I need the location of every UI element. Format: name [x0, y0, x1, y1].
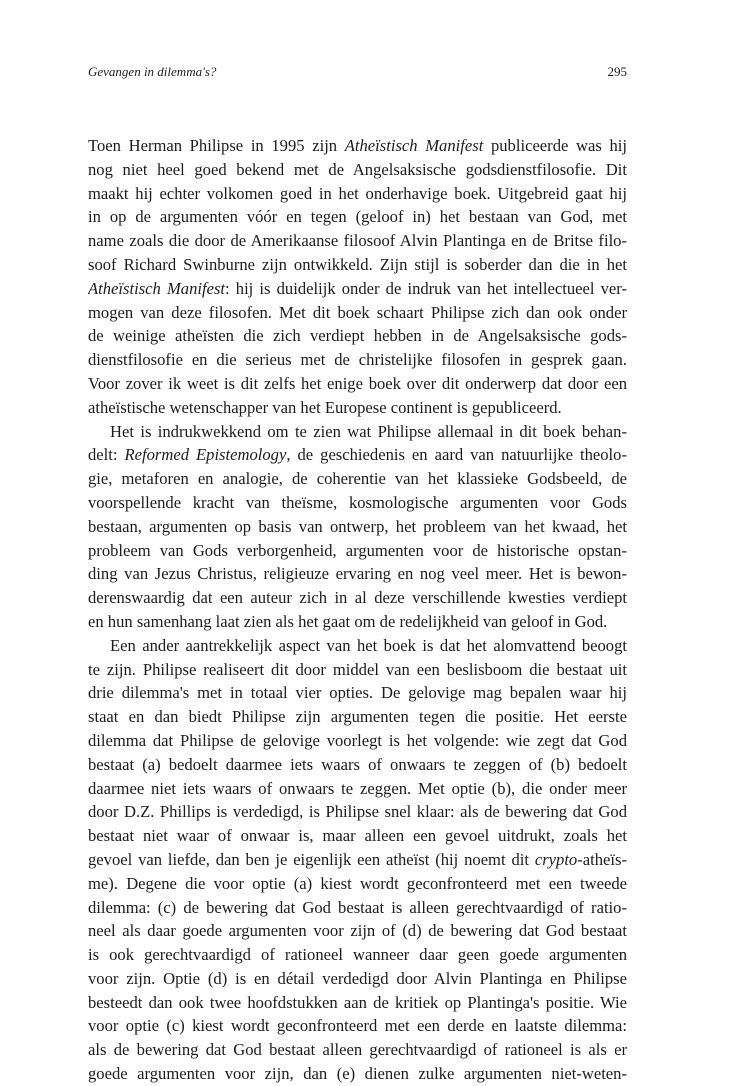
text-line — [88, 705, 627, 729]
text-segment: derenswaardig dat een auteur zich in al deze verschillende kwesties verdiept — [88, 588, 627, 608]
text-segment: Het is indrukwekkend om te zien wat Philipse allemaal in dit boek behan- — [110, 421, 627, 441]
text-line — [88, 586, 627, 610]
text-segment: gevoel van liefde, dan ben je eigenlijk een atheïst (hij noemt dit — [88, 849, 535, 869]
text-line — [88, 420, 627, 444]
text-line — [88, 491, 627, 515]
text-line — [88, 872, 627, 896]
text-segment: voorspellende kracht van theïsme, kosmologische argumenten voor Gods — [88, 492, 627, 512]
text-line — [88, 753, 627, 777]
text-line — [88, 800, 627, 824]
text-segment: voor zijn. Optie (d) is en détail verdedigd door Alvin Plantinga en Philipse — [88, 968, 627, 988]
text-line — [88, 396, 627, 420]
text-line — [88, 610, 627, 634]
text-segment: -atheïs- — [577, 849, 627, 869]
text-line — [88, 134, 627, 158]
text-line — [88, 777, 627, 801]
text-segment: delt: — [88, 445, 125, 465]
text-line — [88, 824, 627, 848]
text-segment: besteedt dan ook twee hoofdstukken aan de kritiek op Plantinga's positie. Wie — [88, 992, 627, 1012]
text-segment: dilemma dat Philipse de gelovige voorlegt is het volgende: wie zegt dat God — [88, 730, 627, 750]
text-line — [88, 205, 627, 229]
text-line — [88, 182, 627, 206]
text-segment: bestaan, argumenten op basis van ontwerp, het probleem van het kwaad, het — [88, 516, 627, 536]
text-line — [88, 324, 627, 348]
text-line — [88, 539, 627, 563]
text-line — [88, 515, 627, 539]
text-line — [88, 729, 627, 753]
text-segment: staat en dan biedt Philipse zijn argumenten tegen die positie. Het eerste — [88, 707, 627, 727]
running-head — [88, 62, 627, 82]
body-text — [88, 134, 627, 1086]
italic-text: Reformed Epistemology — [124, 445, 287, 465]
text-segment: voor optie (c) kiest wordt geconfronteerd met een derde en laatste dilemma: — [88, 1016, 627, 1036]
text-segment: dilemma: (c) de bewering dat God bestaat is alleen gerechtvaardigd of ratio- — [88, 897, 627, 917]
text-segment: soof Richard Swinburne zijn ontwikkeld. Zijn stijl is soberder dan die in het — [88, 254, 627, 274]
text-line — [88, 967, 627, 991]
text-segment: Een ander aantrekkelijk aspect van het boek is dat het alomvattend beoogt — [110, 635, 627, 655]
text-line — [88, 991, 627, 1015]
text-line — [88, 562, 627, 586]
text-segment: in op de argumenten vóór en tegen (geloof in) het bestaan van God, met — [88, 207, 627, 227]
text-line — [88, 634, 627, 658]
text-line — [88, 277, 627, 301]
text-segment: gie, metaforen en analogie, de coherentie van het klassieke Godsbeeld, de — [88, 469, 627, 489]
text-segment: neel als daar goede argumenten voor zijn of (d) de bewering dat God bestaat — [88, 921, 627, 941]
text-segment: bestaat niet waar of onwaar is, maar alleen een gevoel uitdrukt, zoals het — [88, 826, 627, 846]
text-line — [88, 467, 627, 491]
italic-text: crypto — [534, 849, 578, 869]
text-segment: drie dilemma's met in totaal vier opties. De gelovige mag bepalen waar hij — [88, 683, 627, 703]
text-segment: te zijn. Philipse realiseert dit door middel van een beslisboom die bestaat uit — [88, 659, 627, 679]
text-line — [88, 943, 627, 967]
text-segment: als de bewering dat God bestaat alleen gerechtvaardigd of rationeel is als er — [88, 1040, 627, 1060]
text-segment: door D.Z. Phillips is verdedigd, is Philipse snel klaar: als de bewering dat God — [88, 802, 627, 822]
text-line — [88, 1038, 627, 1062]
text-segment: Voor zover ik weet is dit zelfs het enige boek over dit onderwerp dat door een — [88, 373, 627, 393]
text-line — [88, 681, 627, 705]
text-segment: publiceerde was hij — [483, 136, 627, 155]
text-segment: maakt hij echter volkomen goed in het onderhavige boek. Uitgebreid gaat hij — [88, 183, 627, 203]
text-line — [88, 658, 627, 682]
text-segment: me). Degene die voor optie (a) kiest wordt geconfronteerd met een tweede — [88, 873, 627, 893]
text-segment: , de geschiedenis en aard van natuurlijke theolo- — [286, 445, 627, 465]
text-line — [88, 229, 627, 253]
running-title: Gevangen in dilemma's? — [88, 64, 217, 79]
italic-text: Atheïstisch Manifest — [344, 136, 484, 155]
text-line — [88, 919, 627, 943]
text-segment: is ook gerechtvaardigd of rationeel wanneer daar geen goede argumenten — [88, 945, 627, 965]
text-segment: probleem van Gods verborgenheid, argumenten voor de historische opstan- — [88, 540, 627, 560]
text-segment: : hij is duidelijk onder de indruk van het intellectueel ver- — [225, 278, 627, 298]
text-segment: bestaat (a) bedoelt daarmee iets waars of onwaars te zeggen of (b) bedoelt — [88, 754, 627, 774]
text-segment: de weinige atheïsten die zich verdiept hebben in de Angelsaksische gods- — [88, 326, 627, 346]
italic-text: Atheïstisch Manifest — [88, 278, 226, 298]
text-segment: mogen van deze filosofen. Met dit boek schaart Philipse zich dan ook onder — [88, 302, 627, 322]
text-segment: dienstfilosofie en die serieus met de christelijke filosofen in gesprek gaan. — [88, 350, 627, 370]
text-line — [88, 1062, 627, 1086]
text-line — [88, 848, 627, 872]
text-segment: goede argumenten voor zijn, dan (e) dienen zulke argumenten niet-weten- — [88, 1064, 627, 1084]
text-line — [88, 372, 627, 396]
text-segment: ding van Jezus Christus, religieuze ervaring en nog veel meer. Het is bewon- — [88, 564, 627, 584]
text-segment: en hun samenhang laat zien als het gaat om de redelijkheid van geloof in God. — [88, 611, 608, 631]
text-line — [88, 301, 627, 325]
text-line — [88, 896, 627, 920]
text-line — [88, 348, 627, 372]
text-line — [88, 253, 627, 277]
text-segment: nog niet heel goed bekend met de Angelsaksische godsdienstfilosofie. Dit — [88, 159, 627, 179]
text-segment: atheïstische wetenschapper van het Europese continent is gepubliceerd. — [88, 397, 562, 417]
text-line — [88, 1014, 627, 1038]
text-line — [88, 443, 627, 467]
text-segment: Toen Herman Philipse in 1995 zijn — [88, 136, 345, 155]
page-number: 295 — [607, 64, 627, 79]
text-segment: name zoals die door de Amerikaanse filosoof Alvin Plantinga en de Britse filo- — [88, 231, 627, 251]
text-segment: daarmee niet iets waars of onwaars te zeggen. Met optie (b), die onder meer — [88, 778, 627, 798]
text-line — [88, 158, 627, 182]
